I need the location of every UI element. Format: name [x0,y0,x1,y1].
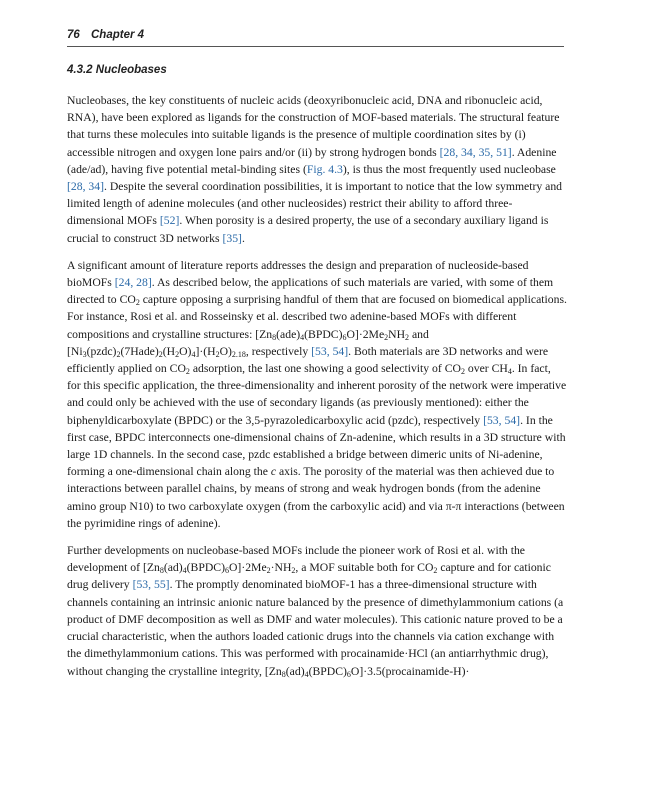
page-number: 76 [67,29,80,41]
chapter-label: Chapter 4 [91,29,145,41]
citation-link[interactable]: [53, 54] [483,413,521,427]
citation-link[interactable]: [53, 54] [311,344,349,358]
citation-link[interactable]: [53, 55] [132,578,170,592]
paragraph-2: A significant amount of literature reports addresses the design and preparation of nucleoside-based bioMOFs [24, 28]. As described below, the applications of such materials are varied, with some of them directed to $CO_2$ capture opposing a surprising handful of them that are focused on biomedical applications. For instance, Rosi et al. and Rosseinsky et al. described two adenine-based MOFs with different compositions and crystalline structures: $[Zn_8(ade)_4(BPDC)_6O]\cdot 2Me_2NH_2$ and $[Ni_3(pzdc)_2(7Hade)_2(H_2O)_4]\cdot(H_2O)_{2.18}$, respectively [53, 54]. Both materials are 3D networks and were efficiently applied on $CO_2$ adsorption, the last one showing a good selectivity of $CO_2$ over $CH_4$. In fact, for this specific application, the three-dimensionality and inherent porosity of the network were imperative and could only be achieved with the use of secondary ligands (as previously mentioned): either the biphenyldicarboxylate (BPDC) or the 3,5-pyrazoledicarboxylic acid (pzdc), respectively [53, 54]. In the first case, BPDC interconnects one-dimensional chains of Zn-adenine, which results in a 3D structure with large 1D channels. In the second case, pzdc established a bridge between dimeric units of Ni-adenine, forming a one-dimensional chain along the c axis. The porosity of the material was then achieved due to interactions between parallel chains, by means of strong and weak hydrogen bonds (from the adenine amino group N10) to two carboxylate oxygen (from the carboxylic acid) and via π-π interactions (between the pyrimidine rings of adenine). [67,258,567,530]
citation-link[interactable]: [52] [159,214,180,228]
citation-link[interactable]: [35] [222,231,242,245]
figure-link[interactable]: Fig. 4.3 [306,162,343,176]
paragraph-1: Nucleobases, the key constituents of nucleic acids (deoxyribonucleic acid, DNA and ribonucleic acid, RNA), have been explored as ligands for the construction of MOF-based materials. The structural feature that turns these molecules into suitable ligands is the presence of multiple coordination sites by (i) accessible nitrogen and oxygen lone pairs and/or (ii) by strong hydrogen bonds [28, 34, 35, 51]. Adenine (ade/ad), having five potential metal-binding sites (Fig. 4.3), is thus the most frequently used nucleobase [28, 34]. Despite the several coordination possibilities, it is important to notice that the low symmetry and limited length of adenine molecules (and other nucleosides) restrict their ability to afford three-dimensional MOFs [52]. When porosity is a desired property, the use of a secondary auxiliary ligand is crucial to construct 3D networks [35]. [67,94,563,245]
citation-link[interactable]: [28, 34, 35, 51] [439,145,512,159]
section-title: 4.3.2 Nucleobases [67,64,167,76]
running-head [67,29,564,47]
citation-link[interactable]: [24, 28] [114,276,152,290]
paragraph-3: Further developments on nucleobase-based MOFs include the pioneer work of Rosi et al. with the development of $[Zn_8(ad)_4(BPDC)_6O]\cdot 2Me_2\cdot NH_2$, a MOF suitable both for $CO_2$ capture and for cationic drug delivery [53, 55]. The promptly denominated bioMOF-1 has a three-dimensional structure with channels containing an intrinsic anionic nature balanced by the presence of dimethylammonium cations (a product of DMF decomposition as well as DMF and water molecules). This cationic nature proved to be a crucial characteristic, when the authors loaded cationic drugs into the channels via cation exchange with the dimethylammonium cations. This was performed with procainamide·HCl (an antiarrhythmic drug), without changing the crystalline integrity, $[Zn_8(ad)_4(BPDC)_6O]\cdot 3.5(procainamide-H)\cdot$ [67,544,564,679]
body-text [67,92,567,690]
citation-link[interactable]: [28, 34] [67,180,105,194]
